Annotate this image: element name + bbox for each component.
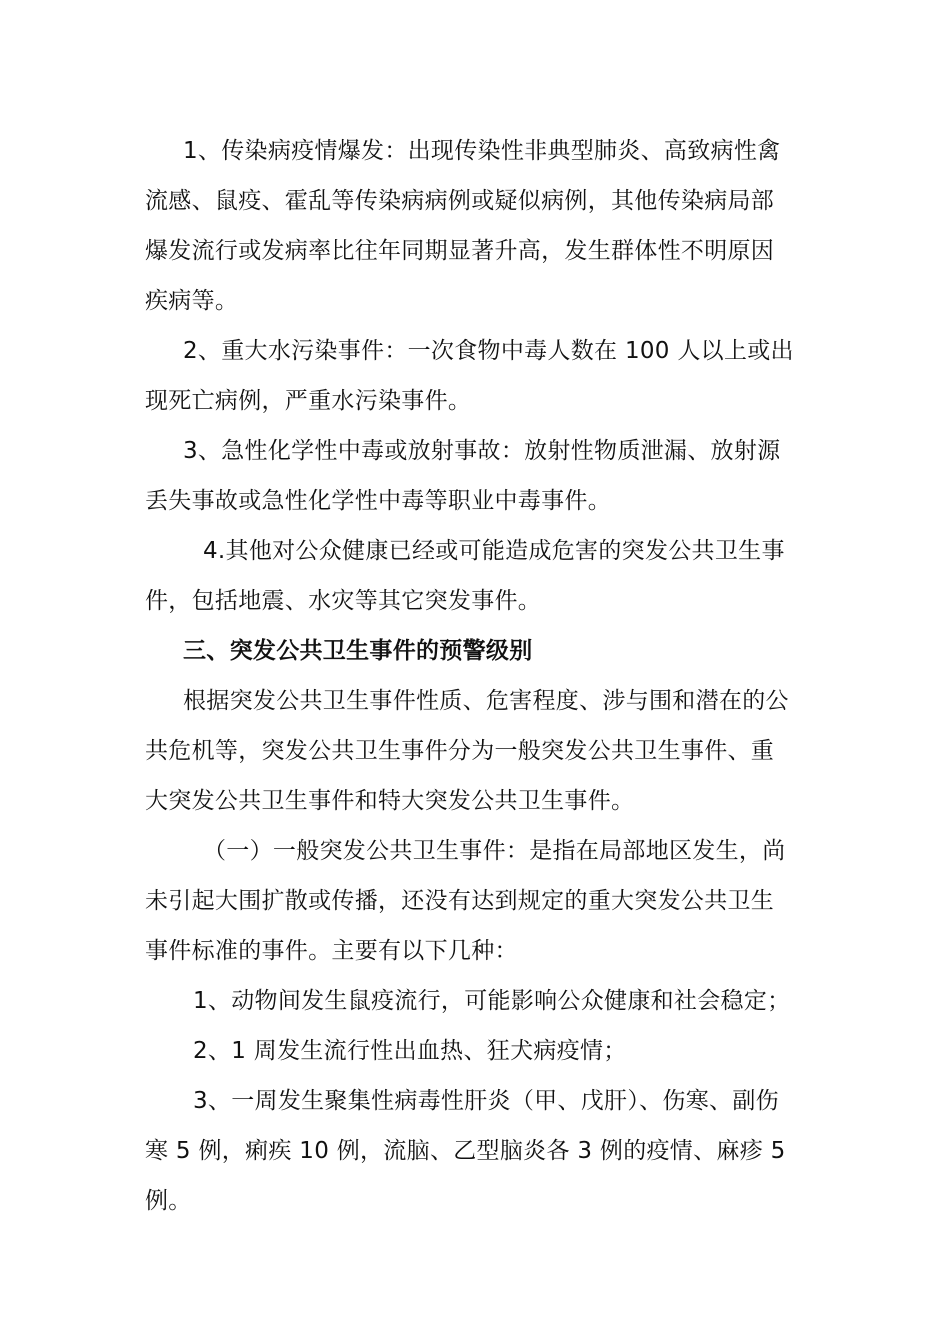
text-line-7: 3、急性化学性中毒或放射事故：放射性物质泄漏、放射源 xyxy=(183,438,781,464)
text-line-18: 1、动物间发生鼠疫流行，可能影响公众健康和社会稳定； xyxy=(193,988,791,1014)
text-line-1: 1、传染病疫情爆发：出现传染性非典型肺炎、高致病性禽 xyxy=(183,138,781,164)
text-line-19: 2、1 周发生流行性出血热、狂犬病疫情； xyxy=(193,1038,627,1064)
text-line-21: 寒 5 例，痢疾 10 例，流脑、乙型脑炎各 3 例的疫情、麻疹 5 xyxy=(145,1138,786,1164)
section-heading: 三、突发公共卫生事件的预警级别 xyxy=(183,638,533,664)
text-line-10: 件，包括地震、水灾等其它突发事件。 xyxy=(145,588,542,614)
text-line-20: 3、一周发生聚集性病毒性肝炎（甲、戊肝）、伤寒、副伤 xyxy=(193,1088,779,1114)
text-line-16: 未引起大围扩散或传播，还没有达到规定的重大突发公共卫生 xyxy=(145,888,775,914)
text-line-4: 疾病等。 xyxy=(145,288,239,314)
text-line-15: （一）一般突发公共卫生事件：是指在局部地区发生，尚 xyxy=(203,838,786,864)
text-line-12: 根据突发公共卫生事件性质、危害程度、涉与围和潜在的公 xyxy=(183,688,789,714)
text-line-8: 丢失事故或急性化学性中毒等职业中毒事件。 xyxy=(145,488,611,514)
text-line-2: 流感、鼠疫、霍乱等传染病病例或疑似病例，其他传染病局部 xyxy=(145,188,775,214)
text-line-3: 爆发流行或发病率比往年同期显著升高，发生群体性不明原因 xyxy=(145,238,775,264)
text-line-13: 共危机等，突发公共卫生事件分为一般突发公共卫生事件、重 xyxy=(145,738,775,764)
text-line-17: 事件标准的事件。主要有以下几种： xyxy=(145,938,518,964)
text-line-22: 例。 xyxy=(145,1188,192,1214)
text-line-14: 大突发公共卫生事件和特大突发公共卫生事件。 xyxy=(145,788,635,814)
text-line-5: 2、重大水污染事件：一次食物中毒人数在 100 人以上或出 xyxy=(183,338,794,364)
text-line-9: 4.其他对公众健康已经或可能造成危害的突发公共卫生事 xyxy=(203,538,785,564)
text-line-6: 现死亡病例，严重水污染事件。 xyxy=(145,388,472,414)
